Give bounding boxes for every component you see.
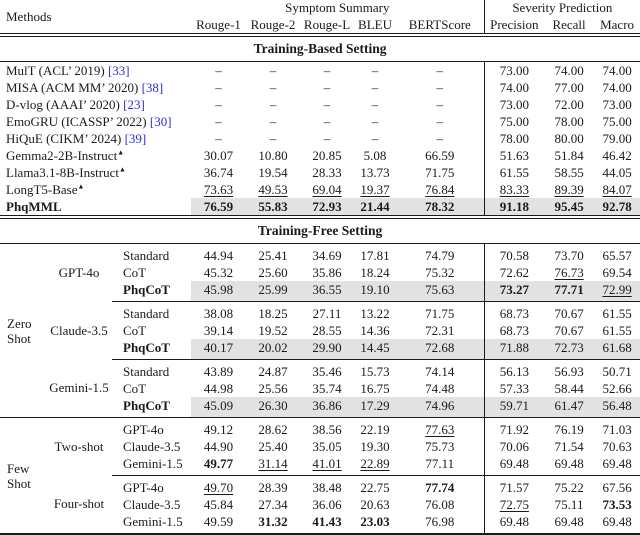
value-cell: 36.06 <box>312 497 342 512</box>
value-cell: 61.68 <box>594 339 640 360</box>
value-cell: 76.08 <box>425 497 455 512</box>
value-cell: – <box>269 80 277 95</box>
value-cell: 20.02 <box>246 339 300 360</box>
value-cell: 41.43 <box>312 514 342 529</box>
variant-label: Claude-3.5 <box>123 497 181 512</box>
value-cell: 79.00 <box>602 131 632 146</box>
value-cell: – <box>269 63 277 78</box>
section-title-row <box>0 35 640 62</box>
value-cell: 71.92 <box>484 418 544 439</box>
value-cell: 71.75 <box>425 165 455 180</box>
value-cell: 58.44 <box>554 381 584 396</box>
value-cell: 71.54 <box>554 439 584 454</box>
value-cell: 69.48 <box>484 455 544 476</box>
value-cell: 25.99 <box>246 281 300 302</box>
value-cell: – <box>215 131 222 146</box>
value-cell: 71.88 <box>484 339 544 360</box>
value-cell: 44.98 <box>203 381 234 396</box>
value-cell: 74.14 <box>396 360 484 381</box>
value-cell: 38.08 <box>191 302 246 323</box>
value-cell: 61.55 <box>484 164 544 181</box>
variant-label: CoT <box>123 323 147 338</box>
value-cell: 23.03 <box>360 514 390 529</box>
value-cell: 75.63 <box>396 281 484 302</box>
table-row <box>0 96 640 113</box>
value-cell: 49.77 <box>203 456 234 471</box>
value-cell: 43.89 <box>191 360 246 381</box>
value-cell: 74.00 <box>602 63 632 78</box>
value-cell: 77.63 <box>396 418 484 439</box>
value-cell: 49.59 <box>203 514 234 529</box>
value-cell: 74.00 <box>484 79 544 96</box>
value-cell: 73.70 <box>554 248 584 263</box>
citation-link[interactable]: [38] <box>141 80 164 95</box>
value-cell: 17.29 <box>354 397 396 418</box>
value-cell: 31.14 <box>258 456 288 471</box>
value-cell: – <box>215 97 222 112</box>
value-cell: 25.60 <box>258 265 288 280</box>
value-cell: 83.33 <box>484 181 544 198</box>
value-cell: 19.52 <box>258 323 288 338</box>
value-cell: 17.81 <box>360 248 390 263</box>
value-cell: 71.03 <box>594 418 640 439</box>
col-header-rouge-1: Rouge-1 <box>191 16 246 35</box>
value-cell: 72.00 <box>554 97 584 112</box>
value-cell: 25.56 <box>258 381 288 396</box>
value-cell: 35.46 <box>300 360 354 381</box>
value-cell: 72.99 <box>594 281 640 302</box>
table-row <box>0 130 640 147</box>
value-cell: 75.22 <box>544 476 594 497</box>
value-cell: 76.84 <box>425 182 455 197</box>
value-cell: 31.32 <box>258 514 288 529</box>
value-cell: 92.78 <box>594 198 640 217</box>
value-cell: – <box>269 131 277 146</box>
value-cell: 70.06 <box>484 438 544 455</box>
value-cell: 59.71 <box>484 397 544 418</box>
value-cell: – <box>215 80 222 95</box>
value-cell: 76.59 <box>191 198 246 217</box>
value-cell: 22.89 <box>360 456 390 471</box>
value-cell: 13.22 <box>354 302 396 323</box>
value-cell: 19.54 <box>258 165 288 180</box>
value-cell: 24.87 <box>246 360 300 381</box>
value-cell: 75.32 <box>425 265 455 280</box>
value-cell: 72.31 <box>425 323 455 338</box>
group-label: Claude-3.5 <box>50 322 108 338</box>
value-cell: – <box>371 114 379 129</box>
value-cell: 74.96 <box>396 397 484 418</box>
value-cell: – <box>436 97 444 112</box>
value-cell: – <box>371 131 379 146</box>
value-cell: 66.59 <box>425 148 455 163</box>
section-title: Training-Based Setting <box>0 35 640 62</box>
value-cell: 95.45 <box>544 198 594 217</box>
citation-link[interactable]: [23] <box>123 97 145 112</box>
value-cell: 36.74 <box>203 165 234 180</box>
value-cell: 68.73 <box>484 322 544 339</box>
variant-label: Gemini-1.5 <box>123 456 183 471</box>
value-cell: 73.53 <box>602 497 632 512</box>
value-cell: 28.62 <box>246 418 300 439</box>
method-cell: HiQuE (CIKM’ 2024) [39] <box>6 131 147 146</box>
value-cell: 74.79 <box>425 248 455 263</box>
variant-label: Standard <box>123 248 170 263</box>
col-header-macro: Macro <box>594 16 640 35</box>
value-cell: 15.73 <box>354 360 396 381</box>
value-cell: 14.36 <box>360 323 390 338</box>
value-cell: 16.75 <box>360 381 390 396</box>
value-cell: 91.18 <box>484 198 544 217</box>
shot-label: Zero Shot <box>7 315 32 346</box>
value-cell: 68.73 <box>484 302 544 323</box>
col-header-bleu: BLEU <box>354 16 396 35</box>
value-cell: – <box>269 114 277 129</box>
value-cell: 55.83 <box>246 198 300 217</box>
value-cell: 39.14 <box>203 323 234 338</box>
value-cell: 35.05 <box>312 439 342 454</box>
col-header-recall: Recall <box>544 16 594 35</box>
col-header-precision: Precision <box>484 16 544 35</box>
method-cell: EmoGRU (ICASSP’ 2022) [30] <box>6 114 172 129</box>
value-cell: – <box>215 63 222 78</box>
value-cell: 77.74 <box>396 476 484 497</box>
method-cell: Llama3.1-8B-Instruct▲ <box>6 165 126 180</box>
value-cell: 46.42 <box>602 148 632 163</box>
value-cell: 36.86 <box>300 397 354 418</box>
method-cell: Gemma2-2B-Instruct▲ <box>6 148 125 163</box>
variant-label: Claude-3.5 <box>123 439 181 454</box>
group-header-row <box>0 0 640 16</box>
value-cell: 65.57 <box>602 248 632 263</box>
llm-triangle-marker: ▲ <box>119 165 126 174</box>
value-cell: 69.48 <box>602 514 632 529</box>
value-cell: 75.11 <box>554 497 584 512</box>
value-cell: 19.30 <box>360 439 390 454</box>
value-cell: 58.55 <box>554 165 584 180</box>
table-row <box>0 62 640 80</box>
value-cell: – <box>371 63 379 78</box>
table-row <box>0 79 640 96</box>
value-cell: 73.27 <box>484 281 544 302</box>
value-cell: 5.08 <box>363 148 387 163</box>
value-cell: 30.07 <box>203 148 234 163</box>
llm-triangle-marker: ▲ <box>117 148 125 157</box>
value-cell: 73.00 <box>484 96 544 113</box>
value-cell: 69.54 <box>602 265 632 280</box>
group-label: Four-shot <box>53 496 105 512</box>
table-row <box>0 244 640 265</box>
method-cell: PhqMML <box>0 198 191 217</box>
method-cell: LongT5-Base▲ <box>6 182 85 197</box>
value-cell: 69.48 <box>554 514 584 529</box>
value-cell: – <box>323 131 331 146</box>
value-cell: 84.07 <box>602 182 632 197</box>
group-label: Gemini-1.5 <box>49 380 109 396</box>
variant-label: CoT <box>123 381 147 396</box>
value-cell: 19.37 <box>360 182 390 197</box>
value-cell: 22.75 <box>354 476 396 497</box>
value-cell: 76.73 <box>554 265 584 280</box>
method-cell: D-vlog (AAAI’ 2020) [23] <box>6 97 145 112</box>
value-cell: 45.09 <box>191 397 246 418</box>
value-cell: 70.67 <box>544 302 594 323</box>
value-cell: 51.63 <box>484 147 544 164</box>
table-row <box>0 198 640 217</box>
value-cell: 25.40 <box>258 439 288 454</box>
value-cell: – <box>436 114 444 129</box>
table-row <box>0 360 640 381</box>
value-cell: – <box>371 80 379 95</box>
section-title: Training-Free Setting <box>0 217 640 244</box>
value-cell: 74.00 <box>602 80 632 95</box>
value-cell: 49.12 <box>191 418 246 439</box>
value-cell: 38.48 <box>300 476 354 497</box>
value-cell: 69.48 <box>554 456 584 471</box>
value-cell: 27.11 <box>300 302 354 323</box>
table-row <box>0 418 640 439</box>
value-cell: 41.01 <box>312 456 342 471</box>
value-cell: 61.47 <box>544 397 594 418</box>
variant-label: PhqCoT <box>123 340 170 355</box>
value-cell: 40.17 <box>191 339 246 360</box>
value-cell: – <box>436 63 444 78</box>
value-cell: 35.74 <box>312 381 342 396</box>
value-cell: 71.75 <box>396 302 484 323</box>
value-cell: 20.85 <box>312 148 342 163</box>
value-cell: 13.73 <box>360 165 390 180</box>
value-cell: 75.00 <box>484 113 544 130</box>
table-row <box>0 476 640 497</box>
value-cell: 76.98 <box>425 514 455 529</box>
value-cell: 72.73 <box>544 339 594 360</box>
value-cell: 10.80 <box>258 148 288 163</box>
value-cell: 56.93 <box>544 360 594 381</box>
group-label: Two-shot <box>46 418 112 476</box>
value-cell: 50.71 <box>594 360 640 381</box>
value-cell: 76.19 <box>544 418 594 439</box>
value-cell: – <box>323 63 331 78</box>
variant-label: GPT-4o <box>112 476 191 497</box>
variant-label: Standard <box>112 360 191 381</box>
value-cell: 25.41 <box>258 248 288 263</box>
citation-link[interactable]: [33] <box>107 63 130 78</box>
col-group-severity-prediction: Severity Prediction <box>484 0 640 16</box>
variant-label: PhqCoT <box>123 398 170 413</box>
value-cell: 72.68 <box>396 339 484 360</box>
table-body <box>0 35 640 534</box>
value-cell: 78.00 <box>554 114 584 129</box>
value-cell: 77.00 <box>554 80 584 95</box>
value-cell: – <box>323 114 331 129</box>
section-title-row <box>0 217 640 244</box>
value-cell: 20.63 <box>360 497 390 512</box>
value-cell: 36.55 <box>300 281 354 302</box>
llm-triangle-marker: ▲ <box>77 182 85 191</box>
value-cell: 52.66 <box>602 381 632 396</box>
value-cell: 44.90 <box>203 439 234 454</box>
value-cell: 44.05 <box>602 165 632 180</box>
citation-link[interactable]: [39] <box>124 131 147 146</box>
value-cell: 69.48 <box>602 456 632 471</box>
value-cell: – <box>323 97 331 112</box>
variant-label: Gemini-1.5 <box>123 514 183 529</box>
table-row <box>0 164 640 181</box>
value-cell: 51.84 <box>554 148 584 163</box>
value-cell: 67.56 <box>594 476 640 497</box>
value-cell: 72.62 <box>484 264 544 281</box>
value-cell: 78.00 <box>484 130 544 147</box>
value-cell: 44.94 <box>203 248 234 263</box>
value-cell: 72.75 <box>484 496 544 513</box>
value-cell: 72.93 <box>300 198 354 217</box>
value-cell: 57.33 <box>484 380 544 397</box>
value-cell: 26.30 <box>246 397 300 418</box>
value-cell: 56.13 <box>484 360 544 381</box>
value-cell: 74.48 <box>425 381 455 396</box>
value-cell: – <box>436 80 444 95</box>
value-cell: 29.90 <box>300 339 354 360</box>
table-row <box>0 113 640 130</box>
value-cell: 73.63 <box>203 182 234 197</box>
shot-label: Few Shot <box>0 418 46 535</box>
value-cell: 73.00 <box>484 62 544 80</box>
value-cell: 34.69 <box>312 248 342 263</box>
value-cell: 14.45 <box>354 339 396 360</box>
value-cell: – <box>436 131 444 146</box>
variant-label: Standard <box>112 302 191 323</box>
value-cell: 45.98 <box>191 281 246 302</box>
method-cell: MulT (ACL’ 2019) [33] <box>6 63 130 78</box>
col-group-symptom-summary: Symptom Summary <box>285 0 390 15</box>
value-cell: 74.00 <box>554 63 584 78</box>
value-cell: 49.53 <box>258 182 288 197</box>
value-cell: 18.24 <box>360 265 390 280</box>
method-cell: MISA (ACM MM’ 2020) [38] <box>6 80 164 95</box>
variant-label: GPT-4o <box>112 418 191 439</box>
value-cell: 78.32 <box>396 198 484 217</box>
table-row <box>0 147 640 164</box>
value-cell: 69.48 <box>484 513 544 534</box>
value-cell: 70.58 <box>484 244 544 265</box>
value-cell: 18.25 <box>246 302 300 323</box>
value-cell: 70.63 <box>602 439 632 454</box>
value-cell: – <box>269 97 277 112</box>
value-cell: 69.04 <box>312 182 342 197</box>
value-cell: 19.10 <box>354 281 396 302</box>
value-cell: 38.56 <box>300 418 354 439</box>
col-header-bertscore: BERTScore <box>396 16 484 35</box>
value-cell: 28.33 <box>312 165 342 180</box>
value-cell: 61.55 <box>602 323 632 338</box>
value-cell: – <box>323 80 331 95</box>
value-cell: 75.73 <box>425 439 455 454</box>
value-cell: 21.44 <box>354 198 396 217</box>
table-row <box>0 302 640 323</box>
value-cell: 77.11 <box>425 456 455 471</box>
value-cell: 28.55 <box>312 323 342 338</box>
variant-label: CoT <box>123 265 147 280</box>
value-cell: 45.32 <box>203 265 234 280</box>
value-cell: 89.39 <box>554 182 584 197</box>
value-cell: 75.00 <box>602 114 632 129</box>
citation-link[interactable]: [30] <box>149 114 172 129</box>
value-cell: 71.57 <box>484 476 544 497</box>
value-cell: 80.00 <box>554 131 584 146</box>
value-cell: 70.67 <box>554 323 584 338</box>
value-cell: 56.48 <box>594 397 640 418</box>
table-row <box>0 181 640 198</box>
group-label: GPT-4o <box>58 264 100 280</box>
value-cell: 27.34 <box>258 497 288 512</box>
value-cell: 61.55 <box>594 302 640 323</box>
col-header-rouge-2: Rouge-2 <box>246 16 300 35</box>
table-header <box>0 0 640 35</box>
variant-label: PhqCoT <box>123 282 170 297</box>
value-cell: 35.86 <box>312 265 342 280</box>
value-cell: – <box>371 97 379 112</box>
col-header-methods: Methods <box>0 0 191 35</box>
value-cell: – <box>215 114 222 129</box>
value-cell: 22.19 <box>354 418 396 439</box>
value-cell: 49.70 <box>191 476 246 497</box>
value-cell: 73.00 <box>602 97 632 112</box>
value-cell: 77.71 <box>544 281 594 302</box>
value-cell: 45.84 <box>203 497 234 512</box>
col-header-rouge-l: Rouge-L <box>300 16 354 35</box>
value-cell: 28.39 <box>246 476 300 497</box>
